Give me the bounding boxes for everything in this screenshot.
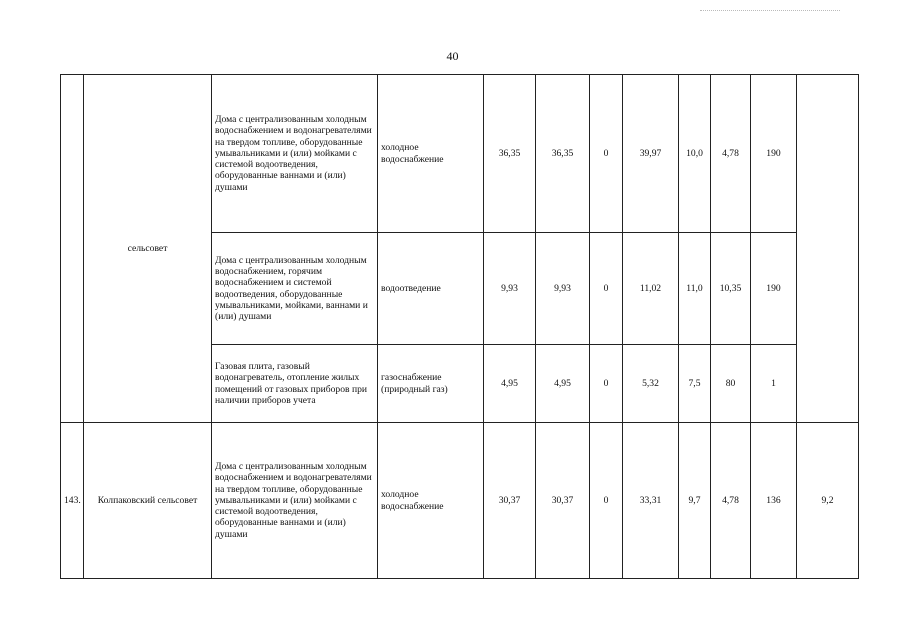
category-cell: Дома с централизованным холодным водоснабжением и водонагревателями на твердом топливе, оборудованные умывальниками и (или) мойками с системой водоотведения, оборудованные ваннами и (или) душами <box>212 423 378 579</box>
value-cell: 7,5 <box>679 345 711 423</box>
value-cell: 5,32 <box>623 345 679 423</box>
value-cell: 1 <box>751 345 797 423</box>
value-cell: 39,97 <box>623 75 679 233</box>
value-cell: 30,37 <box>536 423 590 579</box>
value-cell: 30,37 <box>484 423 536 579</box>
value-cell: 36,35 <box>484 75 536 233</box>
value-cell: 10,0 <box>679 75 711 233</box>
value-cell: 190 <box>751 75 797 233</box>
scan-artifact <box>700 10 840 11</box>
value-cell: 10,35 <box>711 233 751 345</box>
settlement-name: Колпаковский сельсовет <box>84 423 212 579</box>
value-cell: 0 <box>590 233 623 345</box>
value-cell: 4,78 <box>711 423 751 579</box>
settlement-name: сельсовет <box>84 75 212 423</box>
tariff-table <box>60 74 859 579</box>
service-cell: газоснабжение (природный газ) <box>378 345 484 423</box>
value-cell: 9,93 <box>484 233 536 345</box>
category-cell: Дома с централизованным холодным водоснабжением, горячим водоснабжением и системой водоотведения, оборудованные умывальниками, мойками, ваннами и (или) душами <box>212 233 378 345</box>
value-cell: 4,95 <box>484 345 536 423</box>
value-cell: 9,93 <box>536 233 590 345</box>
page-number: 40 <box>446 49 459 63</box>
value-cell: 4,95 <box>536 345 590 423</box>
value-cell <box>797 75 859 423</box>
row-index: 143. <box>61 423 84 579</box>
value-cell: 0 <box>590 75 623 233</box>
value-cell: 0 <box>590 345 623 423</box>
value-cell: 136 <box>751 423 797 579</box>
service-cell: холодное водоснабжение <box>378 75 484 233</box>
table-row <box>61 75 859 233</box>
value-cell: 11,0 <box>679 233 711 345</box>
value-cell: 190 <box>751 233 797 345</box>
value-cell: 36,35 <box>536 75 590 233</box>
value-cell: 11,02 <box>623 233 679 345</box>
service-cell: холодное водоснабжение <box>378 423 484 579</box>
service-cell: водоотведение <box>378 233 484 345</box>
value-cell: 0 <box>590 423 623 579</box>
value-cell: 4,78 <box>711 75 751 233</box>
value-cell: 9,7 <box>679 423 711 579</box>
value-cell: 9,2 <box>797 423 859 579</box>
value-cell: 80 <box>711 345 751 423</box>
value-cell: 33,31 <box>623 423 679 579</box>
category-cell: Дома с централизованным холодным водоснабжением и водонагревателями на твердом топливе, оборудованные умывальниками и (или) мойками с системой водоотведения, оборудованные ваннами и (или) душами <box>212 75 378 233</box>
category-cell: Газовая плита, газовый водонагреватель, отопление жилых помещений от газовых приборов при наличии приборов учета <box>212 345 378 423</box>
table-row <box>61 423 859 579</box>
row-index <box>61 75 84 423</box>
